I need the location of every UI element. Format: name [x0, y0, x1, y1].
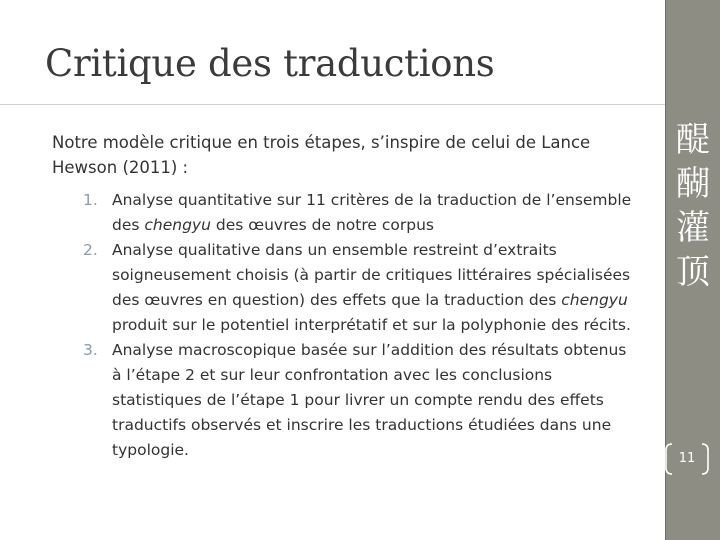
chinese-idiom: [668, 118, 718, 294]
list-text: Analyse quantitative sur 11 critères de la traduction de l’ensemble des: [112, 191, 632, 234]
chinese-char: 顶: [676, 252, 710, 292]
page-number: 11: [678, 451, 696, 466]
steps-list: [52, 188, 632, 463]
list-number: 1.: [83, 191, 98, 209]
chinese-char: 醍: [676, 120, 710, 160]
slide-body: [52, 130, 632, 463]
list-item: [52, 338, 632, 463]
intro-paragraph: Notre modèle critique en trois étapes, s’inspire de celui de Lance Hewson (2011) :: [52, 133, 591, 177]
page-number-badge: [664, 442, 710, 476]
list-item: [52, 238, 632, 338]
chinese-char: 醐: [676, 164, 710, 204]
list-text-end: produit sur le potentiel interprétatif et sur la polyphonie des récits.: [112, 316, 631, 334]
list-number: 3.: [83, 341, 98, 359]
list-item: [52, 188, 632, 238]
list-text: Analyse macroscopique basée sur l’addition des résultats obtenus à l’étape 2 et sur leur confrontation avec les conclusions statistiques de l’étape 1 pour livrer un compte rendu des effets traductifs observés et inscrire les traductions étudiées dans une typologie.: [112, 341, 627, 459]
title-divider: [0, 104, 666, 105]
list-emphasis: chengyu: [561, 291, 628, 309]
slide-title: Critique des traductions: [45, 42, 495, 85]
list-emphasis: chengyu: [144, 216, 211, 234]
list-number: 2.: [83, 241, 98, 259]
list-text-end: des œuvres de notre corpus: [210, 216, 434, 234]
list-text: Analyse qualitative dans un ensemble restreint d’extraits soigneusement choisis (à partir de critiques littéraires spécialisées des œuvres en question) des effets que la traduction des: [112, 241, 631, 309]
chinese-char: 灌: [676, 208, 710, 248]
